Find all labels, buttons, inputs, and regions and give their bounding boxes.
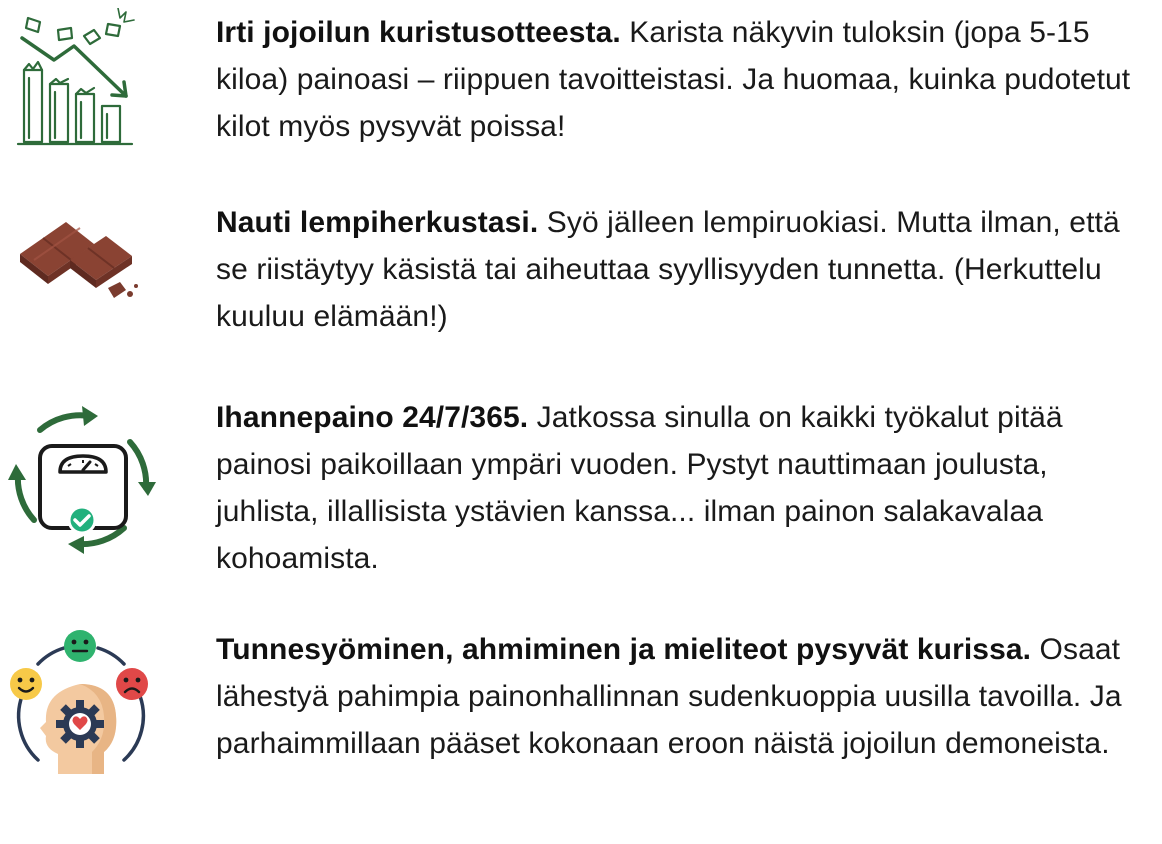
feature-title: Tunnesyöminen, ahmiminen ja mieliteot pysyvät kurissa. xyxy=(216,633,1032,666)
head-emotions-gear-icon xyxy=(8,628,168,776)
feature-text xyxy=(216,199,1156,340)
chocolate-bar-icon xyxy=(16,210,176,304)
feature-body: Karista näkyvin tuloksin (jopa 5-15 kiloa) painoasi – riippuen tavoitteistasi. Ja huomaa, kuinka pudotetut kilot myös pysyvät poissa! xyxy=(216,16,1131,143)
declining-bar-chart-icon xyxy=(14,8,174,150)
feature-text xyxy=(216,626,1156,767)
feature-title: Irti jojoilun kuristusotteesta. xyxy=(216,16,621,49)
feature-title: Ihannepaino 24/7/365. xyxy=(216,401,529,434)
feature-body: Jatkossa sinulla on kaikki työkalut pitää painosi paikoillaan ympäri vuoden. Pystyt nauttimaan joulusta, juhlista, illallisista ystävien kanssa... ilman painon salakavalaa kohoamista. xyxy=(216,401,1063,575)
feature-text xyxy=(216,394,1156,582)
feature-body: Syö jälleen lempiruokiasi. Mutta ilman, että se riistäytyy käsistä tai aiheuttaa syyllisyyden tunnetta. (Herkuttelu kuuluu elämään!) xyxy=(216,206,1120,333)
feature-text xyxy=(216,9,1156,150)
feature-body: Osaat lähestyä pahimpia painonhallinnan sudenkuoppia uusilla tavoilla. Ja parhaimmillaan pääset kokonaan eroon näistä jojoilun demoneista. xyxy=(216,633,1122,760)
scale-cycle-check-icon xyxy=(4,402,164,558)
feature-title: Nauti lempiherkustasi. xyxy=(216,206,539,239)
